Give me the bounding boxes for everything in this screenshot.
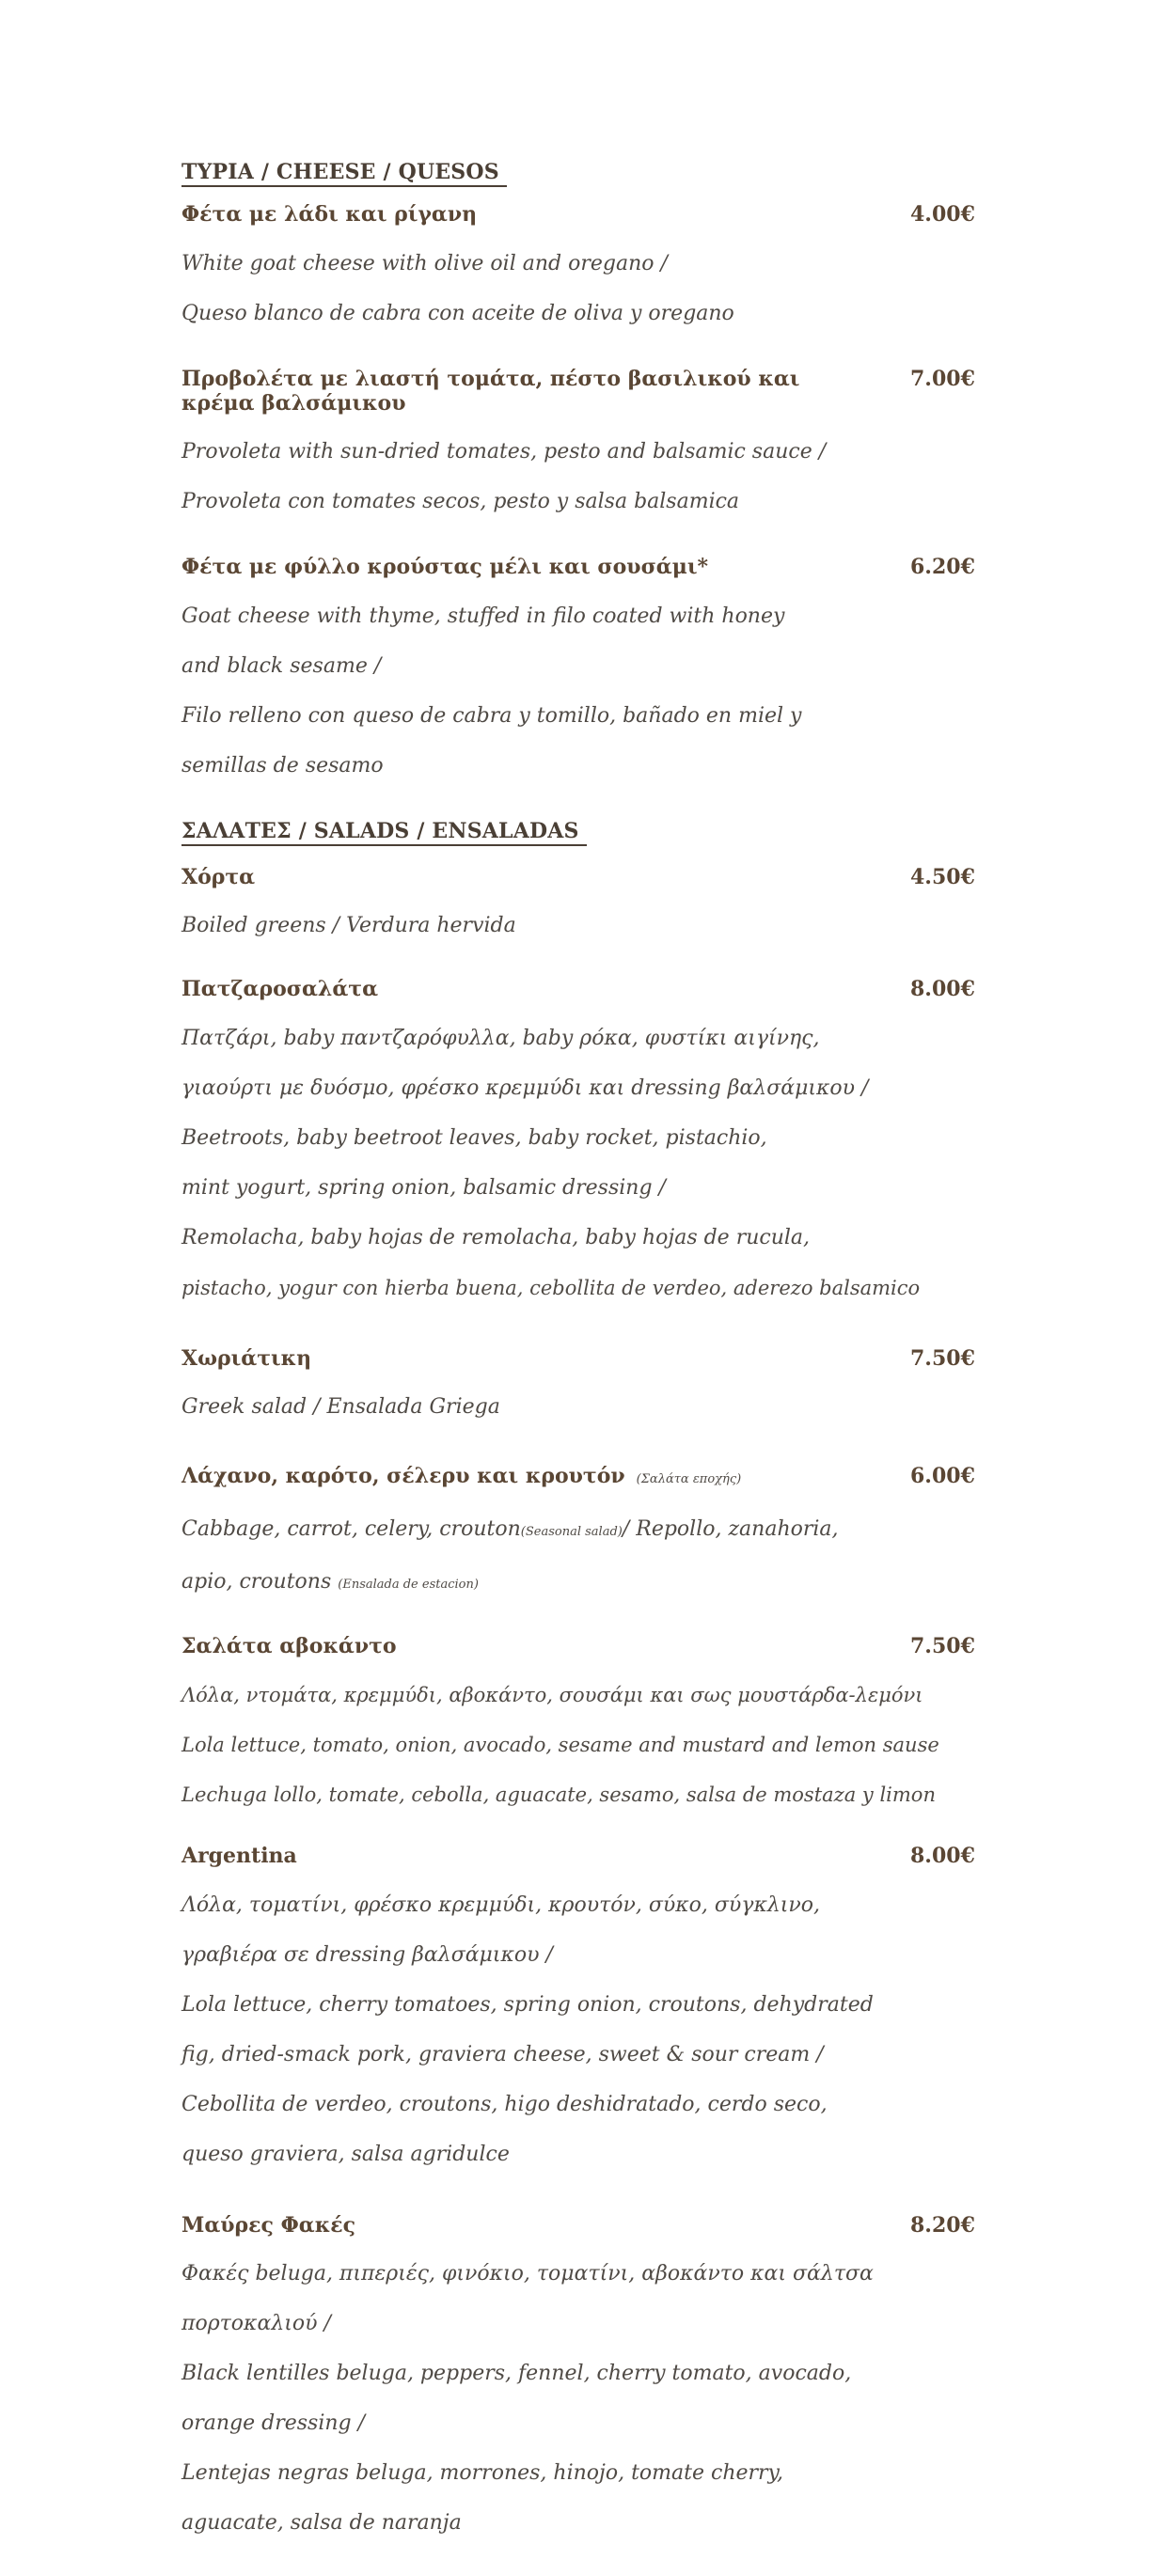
item-price: 8.00€	[910, 1844, 975, 1868]
item-name: Φέτα με λάδι και ρίγανη	[181, 202, 478, 227]
item-description: White goat cheese with olive oil and oregano / Queso blanco de cabra con aceite de oliva y oregano	[181, 251, 734, 325]
item-name: Χόρτα	[181, 864, 256, 889]
menu-page	[181, 160, 1075, 2576]
menu-item	[181, 865, 1075, 965]
item-description: Λόλα, ντομάτα, κρεμμύδι, αβοκάντο, σουσάμι και σως μουστάρδα-λεμόνι Lola lettuce, tomato, onion, avocado, sesame and mustard and lemon sause Lechuga lollo, tomate, cebolla, aguacate, sesamo, salsa de mostaza y limon	[181, 1684, 939, 1806]
item-name: Χωριάτικη	[181, 1345, 312, 1371]
menu-item	[181, 1464, 1075, 1623]
item-name-note: (Σαλάτα εποχής)	[636, 1472, 742, 1486]
item-description: Boiled greens / Verdura hervida	[181, 914, 516, 937]
item-price: 7.50€	[910, 1633, 975, 1658]
item-price: 8.00€	[910, 977, 975, 1001]
section-cheese	[181, 160, 1075, 804]
item-price: 7.00€	[910, 366, 975, 391]
item-price: 8.20€	[910, 2212, 975, 2238]
item-description: Cabbage, carrot, celery, crouton(Seasonal salad)/ Repollo, zanahoria, apio, croutons (Ensalada de estacion)	[181, 1516, 839, 1594]
item-name: Προβολέτα με λιαστή τομάτα, πέστο βασιλικού και κρέμα βαλσάμικου	[181, 366, 800, 416]
item-name: Φέτα με φύλλο κρούστας μέλι και σουσάμι*	[181, 555, 708, 579]
item-name: Argentina	[181, 1844, 297, 1868]
item-description: Goat cheese with thyme, stuffed in filo coated with honey and black sesame / Filo relleno con queso de cabra y tomillo, bañado en miel y semillas de sesamo	[181, 604, 802, 778]
section-title: ΣΑΛΑΤΕΣ / SALADS / ENSALADAS	[181, 819, 587, 846]
menu-item	[181, 202, 1075, 352]
desc-note: (Ensalada de estacion)	[338, 1577, 479, 1592]
menu-item	[181, 977, 1075, 1326]
item-price: 4.50€	[910, 864, 975, 889]
menu-item	[181, 2213, 1075, 2562]
item-price: 6.20€	[910, 555, 975, 579]
menu-item	[181, 1634, 1075, 1833]
item-name-text: Λάχανο, καρότο, σέλερυ και κρουτόν	[181, 1464, 625, 1488]
item-description: Provoleta with sun-dried tomates, pesto and balsamic sauce / Provoleta con tomates secos, pesto y salsa balsamica	[181, 440, 827, 513]
menu-item	[181, 555, 1075, 804]
item-name: Πατζαροσαλάτα	[181, 977, 379, 1001]
desc-note: (Seasonal salad)	[520, 1524, 623, 1539]
menu-item	[181, 1346, 1075, 1446]
item-price: 7.50€	[910, 1345, 975, 1371]
item-description: Λόλα, τοματίνι, φρέσκο κρεμμύδι, κρουτόν, σύκο, σύγκλινο, γραβιέρα σε dressing βαλσάμικου / Lola lettuce, cherry tomatoes, spring onion, croutons, dehydrated fig, dried-smack pork, graviera cheese, sweet & sour cream / Cebollita de verdeo, croutons, higo deshidratado, cerdo seco, queso graviera, salsa agridulce	[181, 1893, 874, 2166]
item-description: Πατζάρι, baby παντζαρόφυλλα, baby ρόκα, φυστίκι αιγίνης, γιαούρτι με δυόσμο, φρέσκο κρεμμύδι και dressing βαλσάμικου / Beetroots, baby beetroot leaves, baby rocket, pistachio, mint yogurt, spring onion, balsamic dressing / Remolacha, baby hojas de remolacha, baby hojas de rucula, pistacho, yogur con hierba buena, cebollita de verdeo, aderezo balsamico	[181, 1026, 921, 1299]
section-salads	[181, 819, 1075, 2562]
menu-item	[181, 367, 1075, 541]
section-title: ΤΥΡΙΑ / CHEESE / QUESOS	[181, 160, 507, 187]
item-description: Φακές beluga, πιπεριές, φινόκιο, τοματίνι, αβοκάντο και σάλτσα πορτοκαλιού / Black lentilles beluga, peppers, fennel, cherry tomato, avocado, orange dressing / Lentejas negras beluga, morrones, hinojo, tomate cherry, aguacate, salsa de naranja	[181, 2262, 874, 2535]
item-name: Σαλάτα αβοκάντο	[181, 1633, 397, 1658]
item-name	[181, 1464, 877, 1492]
item-price: 4.00€	[910, 202, 975, 227]
item-name: Μαύρες Φακές	[181, 2212, 355, 2238]
menu-item	[181, 1844, 1075, 2192]
item-price: 6.00€	[910, 1464, 975, 1488]
item-description: Greek salad / Ensalada Griega	[181, 1395, 500, 1419]
